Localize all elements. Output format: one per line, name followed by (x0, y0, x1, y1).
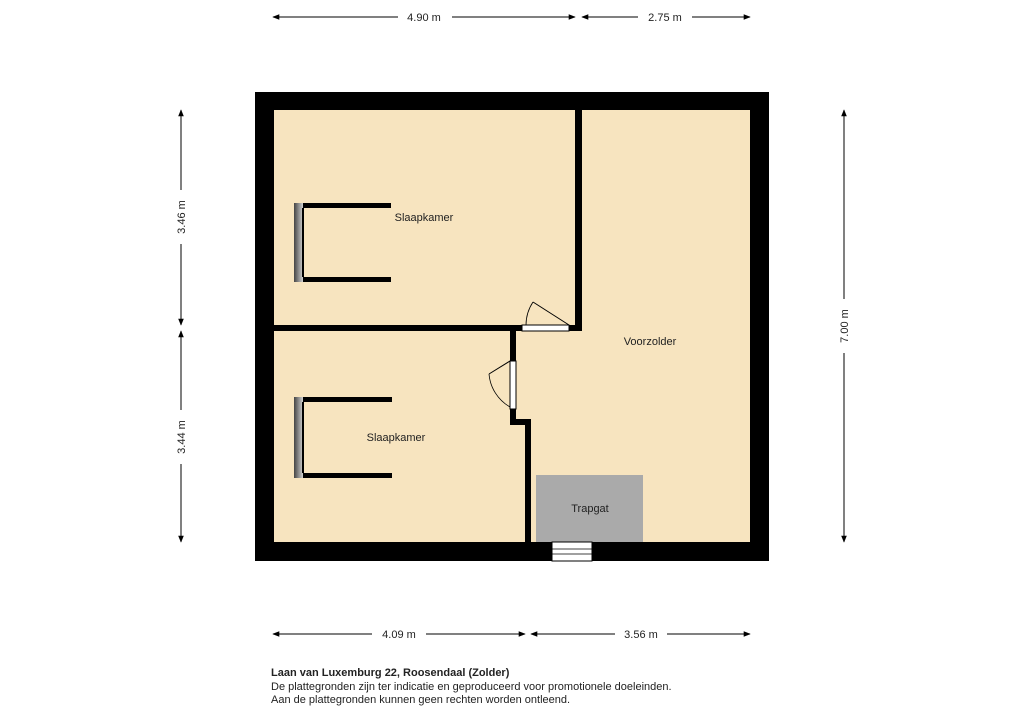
dim-label-top-right: 2.75 m (648, 12, 682, 24)
caption-title: Laan van Luxemburg 22, Roosendaal (Zolder) (271, 667, 510, 679)
dim-label-top-left: 4.90 m (407, 12, 441, 24)
caption-line-2: Aan de plattegronden kunnen geen rechten worden ontleend. (271, 694, 571, 706)
room-label-stairwell: Trapgat (571, 503, 609, 515)
dim-label-left-upper: 3.46 m (176, 200, 188, 234)
room-label-bedroom-top: Slaapkamer (394, 212, 454, 224)
dim-label-bottom-left: 4.09 m (382, 629, 416, 641)
door-bottom-opening (510, 361, 516, 409)
window-bottom (552, 542, 592, 561)
dim-label-bottom-right: 3.56 m (624, 629, 658, 641)
caption-line-1: De plattegronden zijn ter indicatie en geproduceerd voor promotionele doeleinden. (271, 681, 672, 693)
caption (271, 665, 971, 707)
dim-label-left-lower: 3.44 m (176, 420, 188, 454)
door-top-opening (522, 325, 569, 331)
wall-top-divider (575, 110, 582, 331)
room-label-bedroom-bottom: Slaapkamer (366, 432, 426, 444)
dim-label-right: 7.00 m (839, 309, 851, 343)
room-label-attic: Voorzolder (623, 336, 677, 348)
